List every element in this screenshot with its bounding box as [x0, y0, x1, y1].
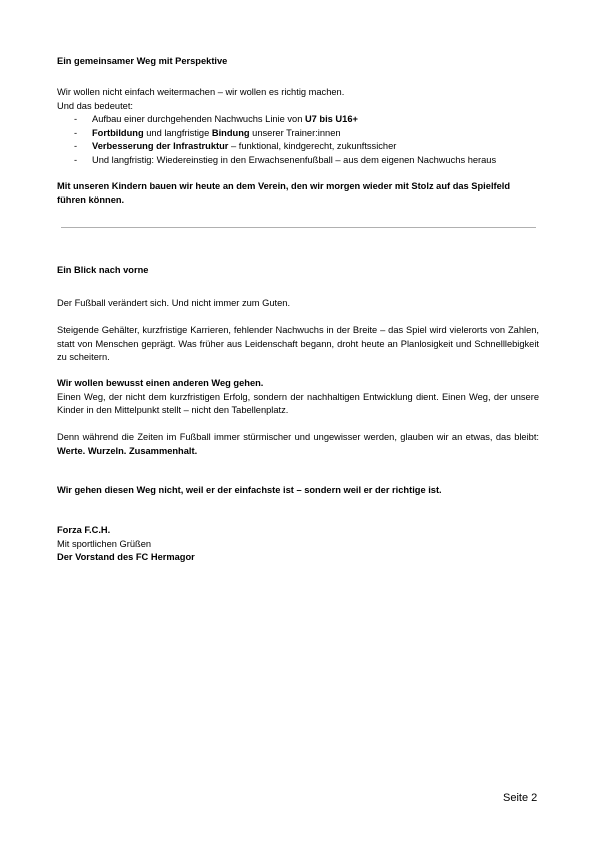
paragraph-3: Einen Weg, der nicht dem kurzfristigen Erfolg, sondern der nachhaltigen Entwicklung dient. Einen Weg, der unsere Kinder in den Mittelpunkt stellt – nicht den Tabellenplatz. [57, 391, 539, 415]
section1-closing-statement: Mit unseren Kindern bauen wir heute an dem Verein, den wir morgen wieder mit Stolz auf das Spielfeld führen können. [57, 181, 511, 205]
goals-list [57, 113, 539, 167]
paragraph-1: Der Fußball verändert sich. Und nicht immer zum Guten. [57, 298, 291, 308]
paragraph-2: Steigende Gehälter, kurzfristige Karrieren, fehlender Nachwuchs in der Breite – das Spiel wird vielerorts von Zahlen, statt von Menschen geprägt. Was früher aus Leidenschaft begann, droht heute an Planlosigkeit und Schnelllebigkeit zu scheitern. [57, 325, 539, 362]
section-heading-perspective: Ein gemeinsamer Weg mit Perspektive [57, 56, 228, 66]
dash-bullet: - [74, 114, 78, 124]
list-item-text: Und langfristig: Wiedereinstieg in den Erwachsenenfußball – aus dem eigenen Nachwuchs heraus [92, 154, 497, 165]
paragraph-4 [57, 431, 539, 458]
list-item-text: unserer Trainer:innen [249, 127, 341, 138]
list-item-text: Aufbau einer durchgehenden Nachwuchs Linie von [92, 114, 305, 124]
list-item [57, 127, 539, 141]
list-item-bold: Verbesserung der Infrastruktur [92, 141, 229, 151]
section-heading-outlook: Ein Blick nach vorne [57, 265, 149, 275]
page-number: Seite 2 [503, 792, 538, 804]
paragraph-5-statement: Wir gehen diesen Weg nicht, weil er der einfachste ist – sondern weil er der richtige ist. [57, 485, 442, 495]
list-item-bold: Bindung [211, 127, 250, 138]
signature-motto: Forza F.C.H. [57, 525, 111, 535]
intro-line-2: Und das bedeutet: [57, 100, 133, 111]
list-item-text: – funktional, kindgerecht, zukunftssicher [228, 141, 397, 151]
dash-bullet: - [74, 154, 78, 165]
list-item [57, 113, 539, 127]
intro-line-1: Wir wollen nicht einfach weitermachen – wir wollen es richtig machen. [57, 87, 345, 97]
dash-bullet: - [74, 141, 78, 151]
list-item [57, 154, 539, 168]
list-item [57, 140, 539, 154]
paragraph-4-text: Denn während die Zeiten im Fußball immer stürmischer und ungewisser werden, glauben wir an etwas, das bleibt: [57, 432, 539, 442]
section-divider [61, 227, 536, 228]
signature-greeting: Mit sportlichen Grüßen [57, 538, 152, 549]
list-item-bold: U7 bis U16+ [304, 114, 358, 124]
signature-board: Der Vorstand des FC Hermagor [57, 552, 195, 562]
list-item-text: und langfristige [143, 127, 212, 138]
dash-bullet: - [74, 127, 78, 138]
list-item-bold: Fortbildung [92, 127, 144, 138]
paragraph-3-lead: Wir wollen bewusst einen anderen Weg gehen. [57, 378, 264, 388]
paragraph-4-values: Werte. Wurzeln. Zusammenhalt. [57, 445, 198, 456]
